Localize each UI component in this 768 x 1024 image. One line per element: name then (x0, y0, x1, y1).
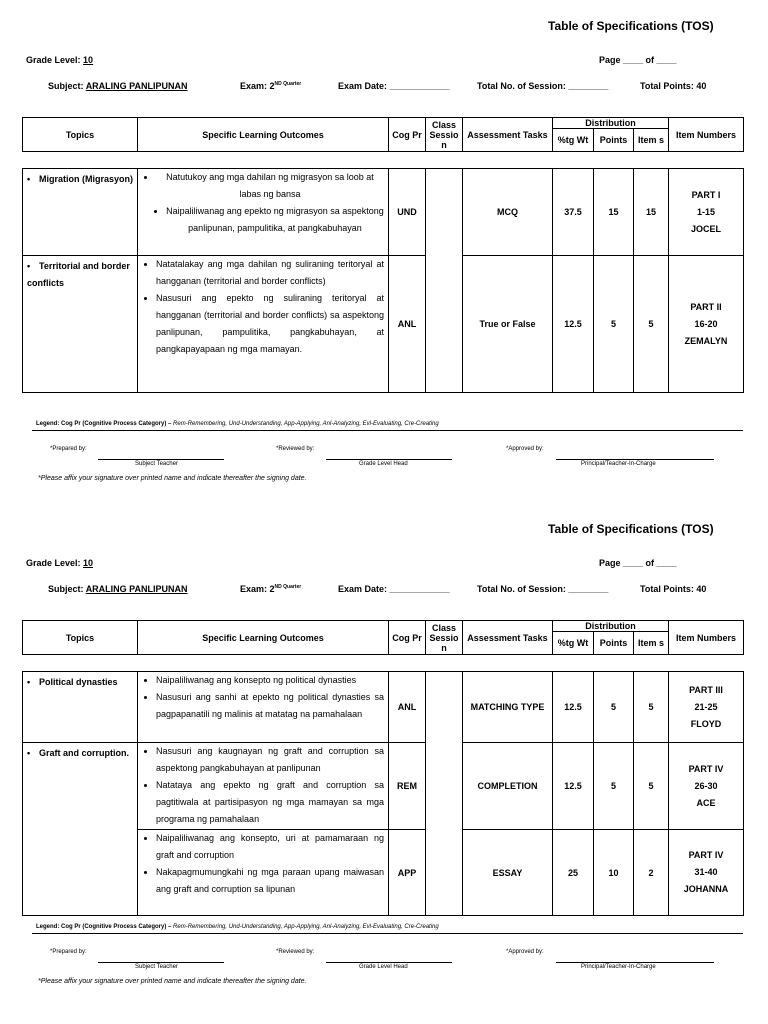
col-topics: Topics (23, 118, 138, 152)
col-assessment: Assessment Tasks (463, 118, 553, 152)
approved-role: Principal/Teacher-In-Charge (581, 461, 656, 467)
pct-cell: 12.5 (553, 256, 594, 393)
signature-line (98, 962, 224, 963)
subject: Subject: ARALING PANLIPUNAN (48, 584, 188, 594)
subject: Subject: ARALING PANLIPUNAN (48, 81, 188, 91)
points-cell: 10 (594, 830, 634, 916)
signature-note: *Please affix your signature over printed name and indicate thereafter the signing date. (38, 978, 307, 985)
signature-line (98, 459, 224, 460)
pct-cell: 25 (553, 830, 594, 916)
task-cell: MATCHING TYPE (463, 672, 553, 743)
total-sessions: Total No. of Session: ________ (477, 584, 609, 594)
tos-header-table (22, 117, 744, 152)
cog-cell: ANL (389, 256, 426, 393)
col-cog: Cog Pr (389, 621, 426, 655)
outcome-item: • Naipaliliwanag ang epekto ng migrasyon sa aspektong panlipunan, pampulitika, at pangkabuhayan (166, 203, 384, 237)
signature-line (326, 962, 452, 963)
col-pct: %tg Wt (553, 129, 594, 152)
items-cell: 5 (634, 256, 669, 393)
cog-cell: UND (389, 169, 426, 256)
task-cell: COMPLETION (463, 743, 553, 830)
task-cell: ESSAY (463, 830, 553, 916)
pct-cell: 12.5 (553, 672, 594, 743)
col-pct: %tg Wt (553, 632, 594, 655)
table-row (23, 256, 744, 393)
cog-cell: ANL (389, 672, 426, 743)
task-cell: MCQ (463, 169, 553, 256)
class-sessions-cell (426, 169, 463, 393)
outcome-item: • Naipaliliwanag ang konsepto, uri at pamamaraan ng graft and corruption (156, 830, 384, 864)
reviewed-by-label: *Reviewed by: (276, 446, 315, 452)
reviewed-by-label: *Reviewed by: (276, 949, 315, 955)
pct-cell: 12.5 (553, 743, 594, 830)
exam-date: Exam Date: ____________ (338, 81, 450, 91)
topic-cell: • Territorial and border conflicts (23, 256, 138, 393)
col-points: Points (594, 129, 634, 152)
signature-line (556, 459, 714, 460)
outcomes-cell (138, 256, 389, 393)
col-slo: Specific Learning Outcomes (138, 118, 389, 152)
topic-cell: • Political dynasties (23, 672, 138, 743)
grade-level: Grade Level: 10 (26, 558, 94, 568)
reviewed-role: Grade Level Head (359, 461, 408, 467)
outcome-item: • Natataya ang epekto ng graft and corruption sa pagtitiwala at partisipasyon ng mga mamayan sa mga programa ng pamahalaan (156, 777, 384, 828)
items-cell: 5 (634, 743, 669, 830)
task-cell: True or False (463, 256, 553, 393)
signature-note: *Please affix your signature over printed name and indicate thereafter the signing date. (38, 475, 307, 482)
total-points: Total Points: 40 (640, 81, 707, 91)
points-cell: 15 (594, 169, 634, 256)
col-class-sessions: Class Sessio n (426, 621, 463, 655)
item-numbers-cell: PART III 21-25 FLOYD (669, 672, 744, 743)
table-row (23, 743, 744, 830)
outcomes-cell (138, 743, 389, 830)
page-count: Page ____ of ____ (599, 55, 677, 65)
outcome-item: • Natutukoy ang mga dahilan ng migrasyon sa loob at labas ng bansa (156, 169, 384, 203)
outcomes-cell (138, 169, 389, 256)
points-cell: 5 (594, 743, 634, 830)
legend: Legend: Cog Pr (Cognitive Process Category) – Rem-Remembering, Und-Understanding, App-Applying, Anl-Analyzing, Evl-Evaluating, Cre-Creating (36, 421, 439, 427)
approved-by-label: *Approved by: (506, 446, 544, 452)
prepared-by-label: *Prepared by: (50, 949, 87, 955)
item-numbers-cell: PART IV 31-40 JOHANNA (669, 830, 744, 916)
prepared-by-label: *Prepared by: (50, 446, 87, 452)
item-numbers-cell: PART II 16-20 ZEMALYN (669, 256, 744, 393)
points-cell: 5 (594, 672, 634, 743)
legend-divider (32, 430, 743, 431)
col-slo: Specific Learning Outcomes (138, 621, 389, 655)
cog-cell: APP (389, 830, 426, 916)
item-numbers-cell: PART IV 26-30 ACE (669, 743, 744, 830)
total-points: Total Points: 40 (640, 584, 707, 594)
outcome-item: • Natatalakay ang mga dahilan ng suliraning teritoryal at hangganan (territorial and border conflicts) (156, 256, 384, 290)
items-cell: 5 (634, 672, 669, 743)
topic-cell: • Migration (Migrasyon) (23, 169, 138, 256)
outcome-item: • Naipaliliwanag ang konsepto ng political dynasties (156, 672, 384, 689)
col-item-numbers: Item Numbers (669, 118, 744, 152)
table-row (23, 169, 744, 256)
col-items: Item s (634, 129, 669, 152)
outcomes-cell (138, 672, 389, 743)
outcome-item: • Nasusuri ang epekto ng suliraning teritoryal at hangganan (territorial and border conflicts) sa aspektong panlipunan, pampulitika, pangkabuhayan, at pangkapayapaan ng mga mamayan. (156, 290, 384, 358)
col-item-numbers: Item Numbers (669, 621, 744, 655)
tos-body-table (22, 168, 744, 393)
signature-line (326, 459, 452, 460)
col-class-sessions: Class Sessio n (426, 118, 463, 152)
page-title: Table of Specifications (TOS) (548, 522, 714, 536)
items-cell: 15 (634, 169, 669, 256)
tos-body-table (22, 671, 744, 916)
outcome-item: • Nasusuri ang sanhi at epekto ng political dynasties sa pagpapanatili ng malinis at matatag na pamahalaan (156, 689, 384, 723)
exam-date: Exam Date: ____________ (338, 584, 450, 594)
tos-sheet-1 (0, 0, 768, 503)
exam-quarter: Exam: $2^{ND Quarter}$ (240, 584, 302, 594)
reviewed-role: Grade Level Head (359, 964, 408, 970)
topic-cell: • Graft and corruption. (23, 743, 138, 916)
grade-level: Grade Level: 10 (26, 55, 94, 65)
approved-by-label: *Approved by: (506, 949, 544, 955)
tos-sheet-2 (0, 503, 768, 1006)
col-distribution: Distribution (553, 621, 669, 632)
legend-divider (32, 933, 743, 934)
class-sessions-cell (426, 672, 463, 916)
outcome-item: • Nakapagmumungkahi ng mga paraan upang maiwasan ang graft and corruption sa lipunan (156, 864, 384, 898)
col-distribution: Distribution (553, 118, 669, 129)
col-points: Points (594, 632, 634, 655)
col-topics: Topics (23, 621, 138, 655)
total-sessions: Total No. of Session: ________ (477, 81, 609, 91)
table-row (23, 672, 744, 743)
tos-header-table (22, 620, 744, 655)
item-numbers-cell: PART I 1-15 JOCEL (669, 169, 744, 256)
signature-line (556, 962, 714, 963)
page-title: Table of Specifications (TOS) (548, 19, 714, 33)
outcomes-cell (138, 830, 389, 916)
cog-cell: REM (389, 743, 426, 830)
prepared-role: Subject Teacher (135, 461, 178, 467)
col-items: Item s (634, 632, 669, 655)
exam-quarter: Exam: $2^{ND Quarter}$ (240, 81, 302, 91)
legend: Legend: Cog Pr (Cognitive Process Category) – Rem-Remembering, Und-Understanding, App-Applying, Anl-Analyzing, Evl-Evaluating, Cre-Creating (36, 924, 439, 930)
pct-cell: 37.5 (553, 169, 594, 256)
col-assessment: Assessment Tasks (463, 621, 553, 655)
approved-role: Principal/Teacher-In-Charge (581, 964, 656, 970)
prepared-role: Subject Teacher (135, 964, 178, 970)
outcome-item: • Nasusuri ang kaugnayan ng graft and corruption sa aspektong pangkabuhayan at panlipunan (156, 743, 384, 777)
points-cell: 5 (594, 256, 634, 393)
page-count: Page ____ of ____ (599, 558, 677, 568)
items-cell: 2 (634, 830, 669, 916)
col-cog: Cog Pr (389, 118, 426, 152)
